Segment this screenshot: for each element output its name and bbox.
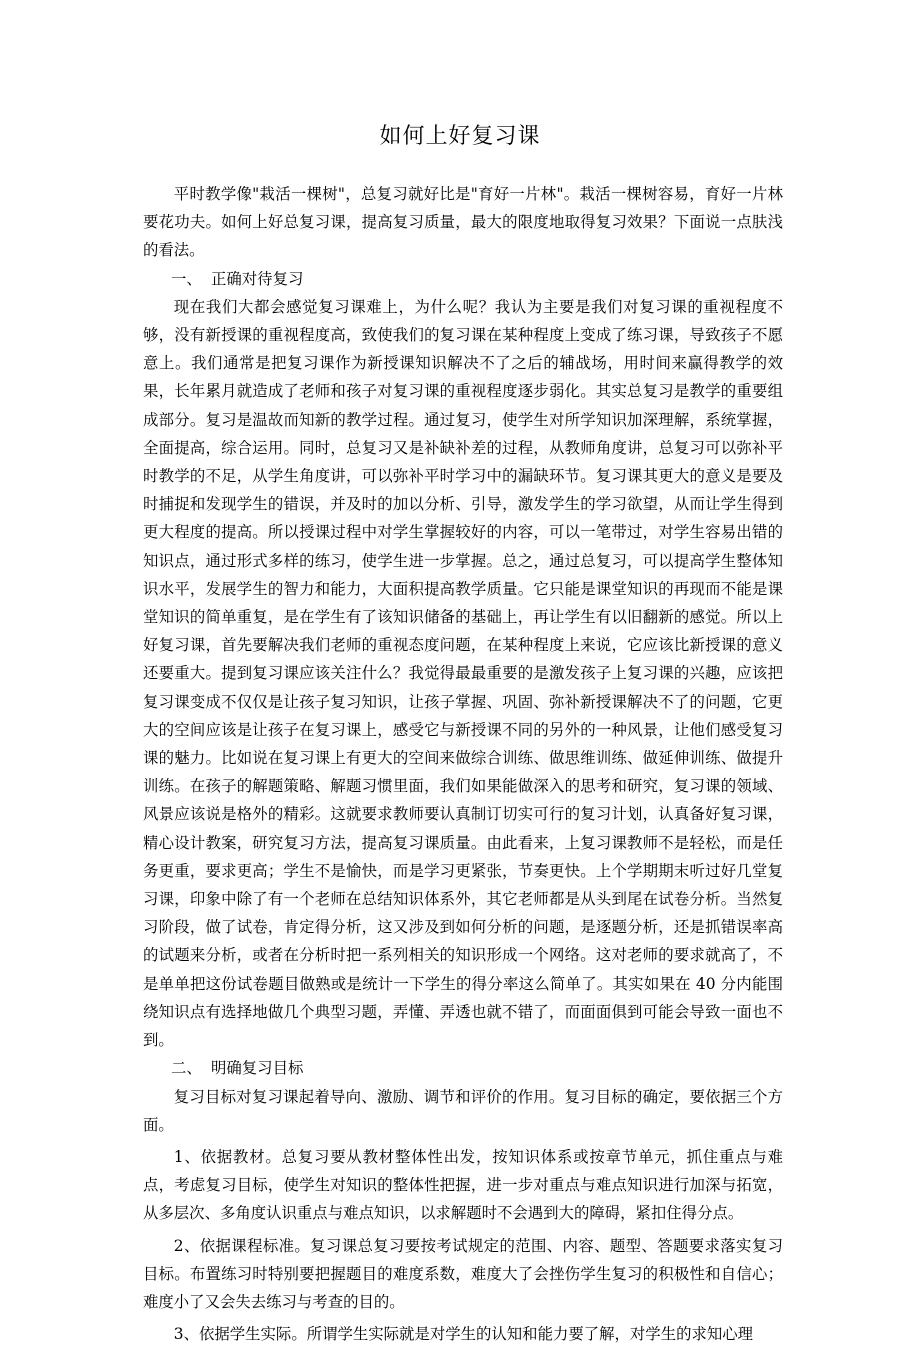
section-number-2: 二、 <box>171 1059 202 1078</box>
intro-paragraph: 平时教学像"栽活一棵树"，总复习就好比是"育好一片林"。栽活一棵树容易，育好一片林要花功夫。如何上好总复习课，提高复习质量，最大的限度地取得复习效果？下面说一点肤浅的看法。 <box>143 185 783 260</box>
section-heading-2 <box>143 1054 783 1082</box>
basis-item-3: 3、依据学生实际。所谓学生实际就是对学生的认知和能力要了解，对学生的求知心理 <box>173 1325 754 1344</box>
section-2-paragraph: 复习目标对复习课起着导向、激励、调节和评价的作用。复习目标的确定，要依据三个方面。 <box>143 1087 783 1134</box>
basis-item-1: 1、依据教材。总复习要从教材整体性出发，按知识体系或按章节单元，抓住重点与难点，考虑复习目标，使学生对知识的整体性把握，进一步对重点与难点知识进行加深与拓宽，从多层次、多角度认识重点与难点知识，以求解题时不会遇到大的障碍，紧扣住得分点。 <box>143 1147 783 1223</box>
section-number-1: 一、 <box>171 269 202 288</box>
section-heading-1 <box>143 265 783 293</box>
section-heading-1-text: 正确对待复习 <box>211 269 304 288</box>
section-1-paragraph: 现在我们大都会感觉复习课难上，为什么呢？我认为主要是我们对复习课的重视程度不够，没有新授课的重视程度高，致使我们的复习课在某种程度上变成了练习课，导致孩子不愿意上。我们通常是把复习课作为新授课知识解决不了之后的辅战场，用时间来赢得教学的效果，长年累月就造成了老师和孩子对复习课的重视程度逐步弱化。其实总复习是教学的重要组成部分。复习是温故而知新的教学过程。通过复习，使学生对所学知识加深理解，系统掌握，全面提高，综合运用。同时，总复习又是补缺补差的过程，从教师角度讲，总复习可以弥补平时教学的不足，从学生角度讲，可以弥补平时学习中的漏缺环节。复习课其更大的意义是要及时捕捉和发现学生的错误，并及时的加以分析、引导，激发学生的学习欲望，从而让学生得到更大程度的提高。所以授课过程中对学生掌握较好的内容，可以一笔带过，对学生容易出错的知识点，通过形式多样的练习，使学生进一步掌握。总之，通过总复习，可以提高学生整体知识水平，发展学生的智力和能力，大面积提高教学质量。它只能是课堂知识的再现而不能是课堂知识的简单重复，是在学生有了该知识储备的基础上，再让学生有以旧翻新的感觉。所以上好复习课，首先要解决我们老师的重视态度问题，在某种程度上来说，它应该比新授课的意义还要重大。提到复习课应该关注什么？我觉得最最重要的是激发孩子上复习课的兴趣，应该把复习课变成不仅仅是让孩子复习知识，让孩子掌握、巩固、弥补新授课解决不了的问题，它更大的空间应该是让孩子在复习课上，感受它与新授课不同的另外的一种风景，让他们感受复习课的魅力。比如说在复习课上有更大的空间来做综合训练、做思维训练、做延伸训练、做提升训练。在孩子的解题策略、解题习惯里面，我们如果能做深入的思考和研究，复习课的领域、风景应该说是格外的精彩。这就要求教师要认真制订切实可行的复习计划，认真备好复习课，精心设计教案，研究复习方法，提高复习课质量。由此看来，上复习课教师不是轻松，而是任务更重，要求更高；学生不是愉快，而是学习更紧张，节奏更快。上个学期期末听过好几堂复习课，印象中除了有一个老师在总结知识体系外，其它老师都是从头到尾在试卷分析。当然复习阶段，做了试卷，肯定得分析，这又涉及到如何分析的问题，是逐题分析，还是抓错误率高的试题来分析，或者在分析时把一系列相关的知识形成一个网络。这对老师的要求就高了，不是单单把这份试卷题目做熟或是统计一下学生的得分率这么简单了。其实如果在 40 分内能围绕知识点有选择地做几个典型习题，弄懂、弄透也就不错了，而面面俱到可能会导致一面也不到。 <box>143 297 783 1050</box>
basis-item-2: 2、依据课程标准。复习课总复习要按考试规定的范围、内容、题型、答题要求落实复习目标。布置练习时特别要把握题目的难度系数，难度大了会挫伤学生复习的积极性和自信心；难度小了又会失去练习与考查的目的。 <box>143 1236 783 1311</box>
document-body <box>143 180 783 1348</box>
document-title: 如何上好复习课 <box>379 124 541 149</box>
section-heading-2-text: 明确复习目标 <box>211 1059 304 1078</box>
